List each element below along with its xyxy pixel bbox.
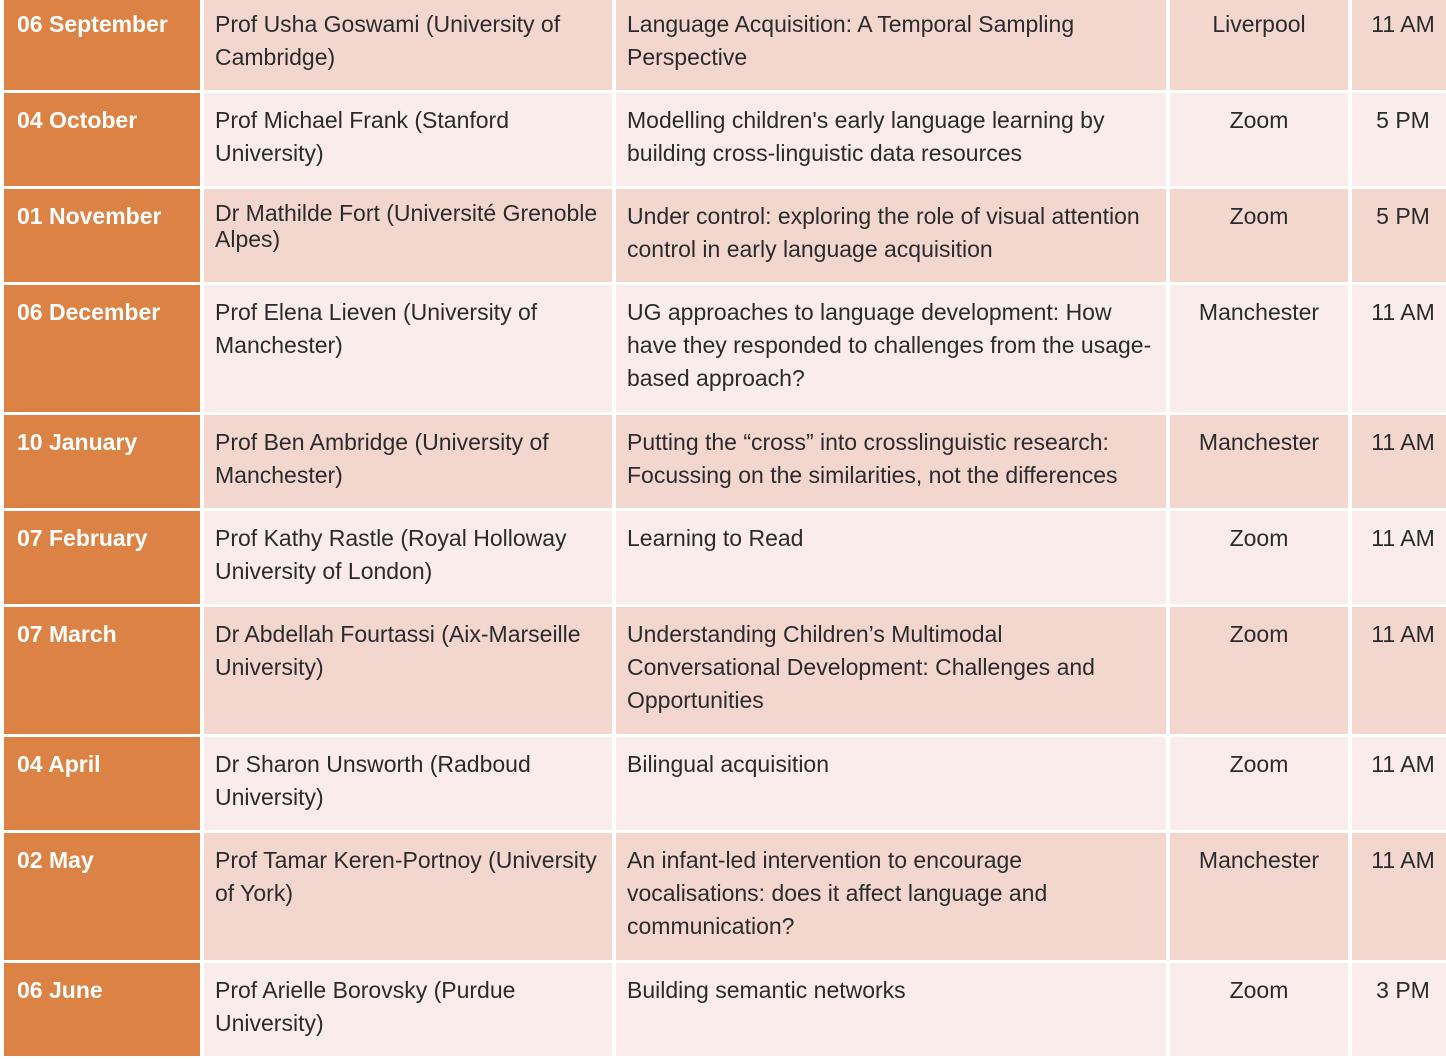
speaker-cell: Dr Abdellah Fourtassi (Aix-Marseille University) <box>204 607 612 734</box>
date-cell: 06 December <box>4 285 200 412</box>
location-cell: Manchester <box>1170 285 1348 412</box>
location-cell: Manchester <box>1170 833 1348 960</box>
talk-title-cell: Learning to Read <box>616 511 1166 604</box>
location-cell: Zoom <box>1170 607 1348 734</box>
speaker-cell: Prof Usha Goswami (University of Cambridge) <box>204 0 612 90</box>
date-cell: 07 March <box>4 607 200 734</box>
talk-title-cell: Bilingual acquisition <box>616 737 1166 830</box>
date-cell: 02 May <box>4 833 200 960</box>
location-cell: Manchester <box>1170 415 1348 508</box>
talk-title-cell: Building semantic networks <box>616 963 1166 1056</box>
table-row <box>4 833 1446 960</box>
talk-title-cell: Understanding Children’s Multimodal Conversational Development: Challenges and Opportunities <box>616 607 1166 734</box>
table-row <box>4 93 1446 186</box>
location-cell: Zoom <box>1170 963 1348 1056</box>
talk-title-cell: Modelling children's early language learning by building cross-linguistic data resources <box>616 93 1166 186</box>
table-row <box>4 511 1446 604</box>
talk-title-cell: Language Acquisition: A Temporal Sampling Perspective <box>616 0 1166 90</box>
talk-title-cell: Putting the “cross” into crosslinguistic research: Focussing on the similarities, not the differences <box>616 415 1166 508</box>
time-cell: 11 AM <box>1352 833 1446 960</box>
table-row <box>4 415 1446 508</box>
time-cell: 11 AM <box>1352 511 1446 604</box>
time-cell: 11 AM <box>1352 415 1446 508</box>
time-cell: 11 AM <box>1352 0 1446 90</box>
date-cell: 04 April <box>4 737 200 830</box>
table-row <box>4 963 1446 1056</box>
location-cell: Zoom <box>1170 93 1348 186</box>
speaker-cell: Dr Mathilde Fort (Université Grenoble Alpes) <box>204 189 612 282</box>
speaker-cell: Prof Tamar Keren-Portnoy (University of York) <box>204 833 612 960</box>
location-cell: Zoom <box>1170 511 1348 604</box>
location-cell: Liverpool <box>1170 0 1348 90</box>
time-cell: 11 AM <box>1352 285 1446 412</box>
time-cell: 5 PM <box>1352 189 1446 282</box>
date-cell: 10 January <box>4 415 200 508</box>
speaker-cell: Prof Ben Ambridge (University of Manchester) <box>204 415 612 508</box>
table-row <box>4 189 1446 282</box>
table-row <box>4 285 1446 412</box>
talk-title-cell: An infant-led intervention to encourage vocalisations: does it affect language and communication? <box>616 833 1166 960</box>
speaker-cell: Dr Sharon Unsworth (Radboud University) <box>204 737 612 830</box>
date-cell: 06 September <box>4 0 200 90</box>
time-cell: 11 AM <box>1352 607 1446 734</box>
talk-title-cell: UG approaches to language development: How have they responded to challenges from the usage-based approach? <box>616 285 1166 412</box>
table-row <box>4 607 1446 734</box>
date-cell: 01 November <box>4 189 200 282</box>
speaker-cell: Prof Kathy Rastle (Royal Holloway University of London) <box>204 511 612 604</box>
talk-title-cell: Under control: exploring the role of visual attention control in early language acquisition <box>616 189 1166 282</box>
time-cell: 3 PM <box>1352 963 1446 1056</box>
table-row <box>4 737 1446 830</box>
time-cell: 11 AM <box>1352 737 1446 830</box>
date-cell: 07 February <box>4 511 200 604</box>
location-cell: Zoom <box>1170 737 1348 830</box>
time-cell: 5 PM <box>1352 93 1446 186</box>
table-row <box>4 0 1446 90</box>
location-cell: Zoom <box>1170 189 1348 282</box>
speaker-cell: Prof Arielle Borovsky (Purdue University) <box>204 963 612 1056</box>
date-cell: 06 June <box>4 963 200 1056</box>
speaker-cell: Prof Elena Lieven (University of Manchester) <box>204 285 612 412</box>
speaker-cell: Prof Michael Frank (Stanford University) <box>204 93 612 186</box>
date-cell: 04 October <box>4 93 200 186</box>
